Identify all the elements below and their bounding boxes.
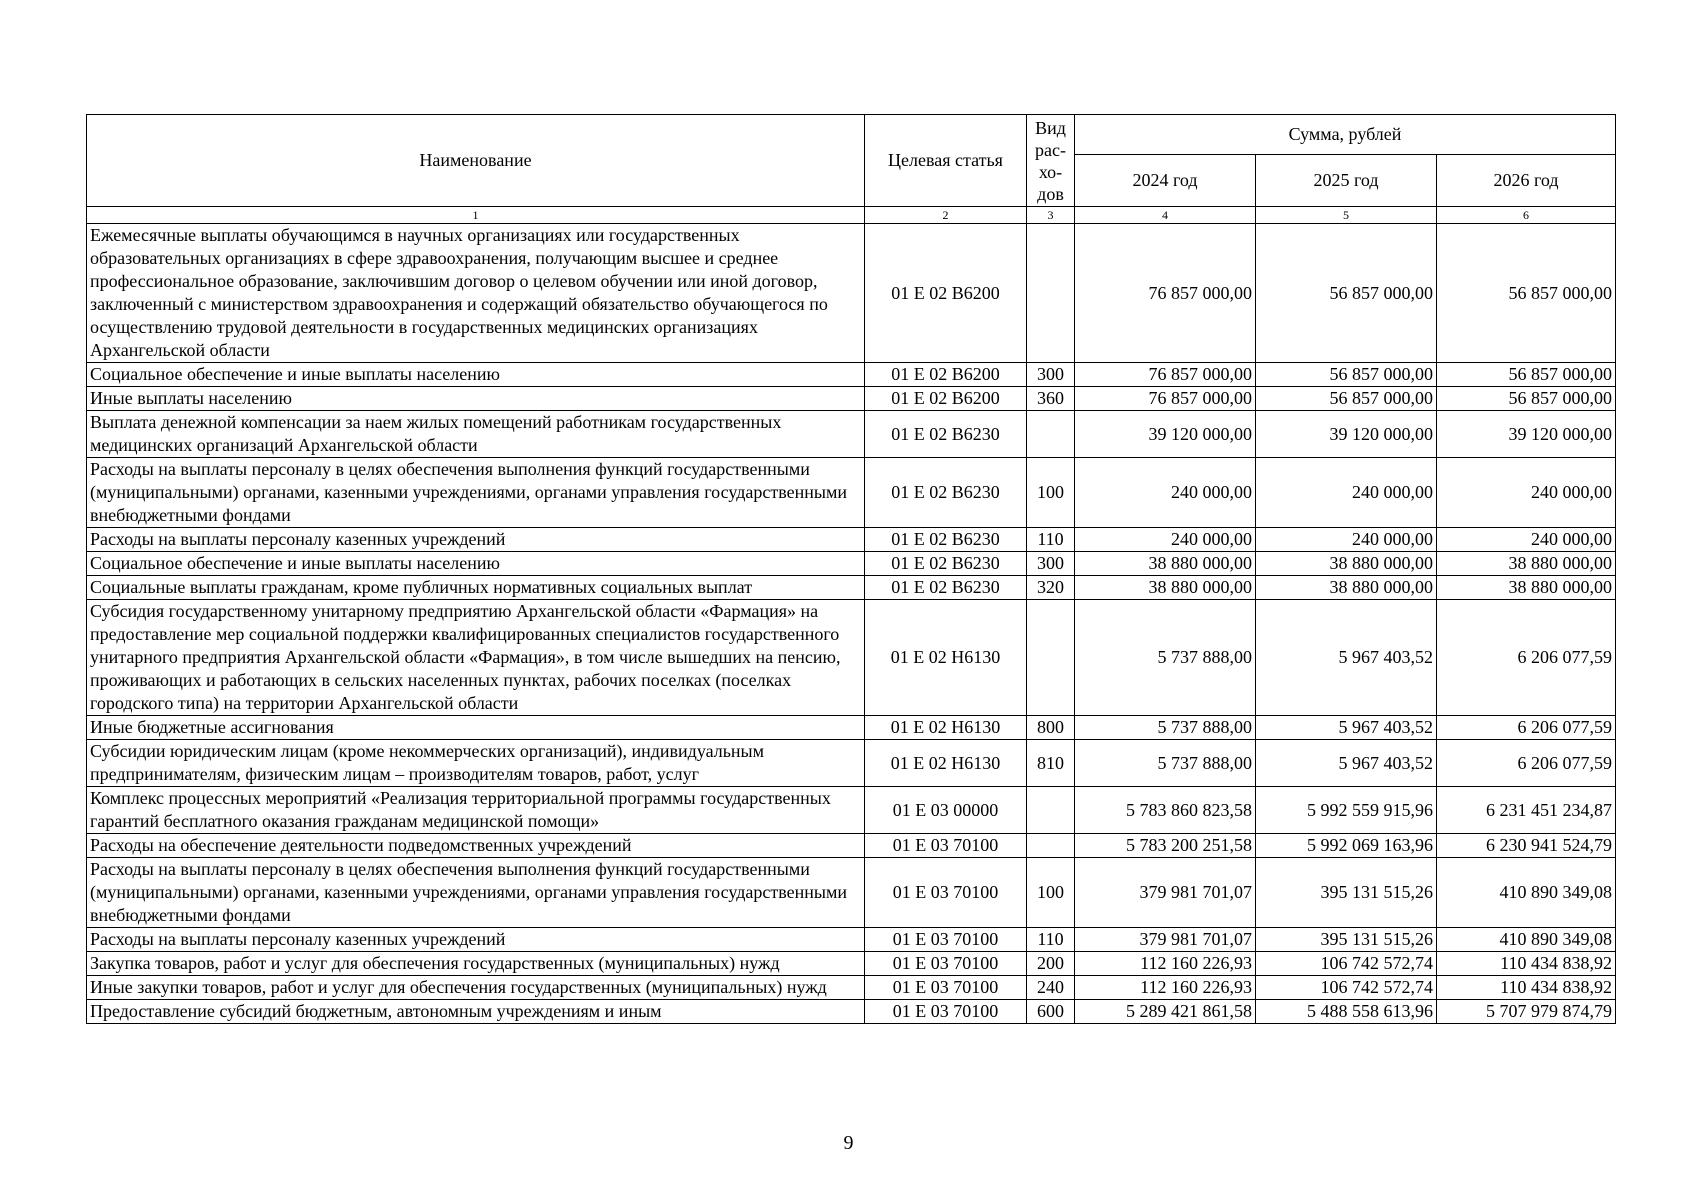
header-target-article: Целевая статья	[865, 115, 1027, 207]
table-row	[87, 552, 1616, 576]
row-expense-type: 200	[1027, 952, 1075, 976]
row-name: Расходы на выплаты персоналу казенных учреждений	[87, 928, 865, 952]
row-sum-2026: 56 857 000,00	[1437, 363, 1616, 387]
row-expense-type: 360	[1027, 387, 1075, 411]
row-target-article: 01 Е 02 В6200	[865, 224, 1027, 363]
row-sum-2024: 38 880 000,00	[1075, 576, 1256, 600]
row-sum-2026: 110 434 838,92	[1437, 976, 1616, 1000]
header-year-2025: 2025 год	[1256, 155, 1437, 207]
row-sum-2024: 5 737 888,00	[1075, 716, 1256, 740]
row-sum-2025: 5 967 403,52	[1256, 600, 1437, 716]
table-row	[87, 740, 1616, 787]
row-name: Комплекс процессных мероприятий «Реализация территориальной программы государственных гарантий бесплатного оказания гражданам медицинской помощи»	[87, 787, 865, 834]
row-sum-2026: 6 230 941 524,79	[1437, 834, 1616, 858]
row-name: Выплата денежной компенсации за наем жилых помещений работникам государственных медицинских организаций Архангельской области	[87, 411, 865, 458]
column-number: 4	[1075, 207, 1256, 224]
row-expense-type: 110	[1027, 928, 1075, 952]
row-sum-2025: 106 742 572,74	[1256, 952, 1437, 976]
row-target-article: 01 Е 02 В6230	[865, 576, 1027, 600]
row-target-article: 01 Е 02 В6230	[865, 411, 1027, 458]
row-sum-2026: 39 120 000,00	[1437, 411, 1616, 458]
row-name: Ежемесячные выплаты обучающимся в научных организациях или государственных образовательных организациях в сфере здравоохранения, получающим высшее и среднее профессиональное образование, заключившим договор о целевом обучении или иной договор, заключенный с министерством здравоохранения и содержащий обязательство обучающегося по осуществлению трудовой деятельности в государственных медицинских организациях Архангельской области	[87, 224, 865, 363]
row-sum-2025: 5 992 559 915,96	[1256, 787, 1437, 834]
row-target-article: 01 Е 02 Н6130	[865, 716, 1027, 740]
budget-table	[86, 114, 1616, 1024]
row-sum-2024: 38 880 000,00	[1075, 552, 1256, 576]
row-target-article: 01 Е 02 В6200	[865, 387, 1027, 411]
column-number: 1	[87, 207, 865, 224]
header-name: Наименование	[87, 115, 865, 207]
row-expense-type	[1027, 787, 1075, 834]
row-target-article: 01 Е 03 70100	[865, 834, 1027, 858]
header-expense-type: Вид рас-хо-дов	[1027, 115, 1075, 207]
row-name: Иные выплаты населению	[87, 387, 865, 411]
table-row	[87, 858, 1616, 928]
row-sum-2026: 5 707 979 874,79	[1437, 1000, 1616, 1024]
row-sum-2026: 6 206 077,59	[1437, 740, 1616, 787]
row-expense-type	[1027, 600, 1075, 716]
row-target-article: 01 Е 03 70100	[865, 928, 1027, 952]
row-name: Расходы на выплаты персоналу в целях обеспечения выполнения функций государственными (муниципальными) органами, казенными учреждениями, органами управления государственными внебюджетными фондами	[87, 858, 865, 928]
row-expense-type	[1027, 411, 1075, 458]
table-row	[87, 928, 1616, 952]
row-target-article: 01 Е 03 70100	[865, 1000, 1027, 1024]
row-sum-2024: 39 120 000,00	[1075, 411, 1256, 458]
row-sum-2026: 56 857 000,00	[1437, 387, 1616, 411]
row-expense-type	[1027, 834, 1075, 858]
row-name: Социальное обеспечение и иные выплаты населению	[87, 363, 865, 387]
row-sum-2025: 39 120 000,00	[1256, 411, 1437, 458]
row-sum-2025: 5 967 403,52	[1256, 740, 1437, 787]
row-sum-2024: 112 160 226,93	[1075, 976, 1256, 1000]
row-sum-2024: 5 289 421 861,58	[1075, 1000, 1256, 1024]
header-year-2024: 2024 год	[1075, 155, 1256, 207]
row-sum-2026: 56 857 000,00	[1437, 224, 1616, 363]
row-sum-2025: 38 880 000,00	[1256, 576, 1437, 600]
row-sum-2024: 76 857 000,00	[1075, 363, 1256, 387]
row-name: Расходы на выплаты персоналу казенных учреждений	[87, 528, 865, 552]
row-expense-type: 810	[1027, 740, 1075, 787]
row-target-article: 01 Е 03 70100	[865, 858, 1027, 928]
table-row	[87, 952, 1616, 976]
row-sum-2026: 6 231 451 234,87	[1437, 787, 1616, 834]
row-sum-2024: 76 857 000,00	[1075, 224, 1256, 363]
row-sum-2024: 5 783 200 251,58	[1075, 834, 1256, 858]
row-target-article: 01 Е 02 В6200	[865, 363, 1027, 387]
row-name: Закупка товаров, работ и услуг для обеспечения государственных (муниципальных) нужд	[87, 952, 865, 976]
row-sum-2025: 56 857 000,00	[1256, 224, 1437, 363]
column-number: 5	[1256, 207, 1437, 224]
header-sum: Сумма, рублей	[1075, 115, 1616, 155]
row-name: Социальное обеспечение и иные выплаты населению	[87, 552, 865, 576]
table-row	[87, 224, 1616, 363]
row-sum-2024: 76 857 000,00	[1075, 387, 1256, 411]
table-row	[87, 1000, 1616, 1024]
header-year-2026: 2026 год	[1437, 155, 1616, 207]
row-sum-2025: 56 857 000,00	[1256, 387, 1437, 411]
row-sum-2025: 395 131 515,26	[1256, 928, 1437, 952]
table-row	[87, 600, 1616, 716]
row-sum-2025: 395 131 515,26	[1256, 858, 1437, 928]
row-sum-2025: 106 742 572,74	[1256, 976, 1437, 1000]
row-name: Иные закупки товаров, работ и услуг для обеспечения государственных (муниципальных) нужд	[87, 976, 865, 1000]
row-name: Иные бюджетные ассигнования	[87, 716, 865, 740]
row-expense-type: 800	[1027, 716, 1075, 740]
table-row	[87, 363, 1616, 387]
row-sum-2024: 379 981 701,07	[1075, 858, 1256, 928]
row-expense-type	[1027, 224, 1075, 363]
column-number: 6	[1437, 207, 1616, 224]
row-name: Субсидия государственному унитарному предприятию Архангельской области «Фармация» на предоставление мер социальной поддержки квалифицированных специалистов государственного унитарного предприятия Архангельской области «Фармация», в том числе вышедших на пенсию, проживающих и работающих в сельских населенных пунктах, рабочих поселках (поселках городского типа) на территории Архангельской области	[87, 600, 865, 716]
row-target-article: 01 Е 03 00000	[865, 787, 1027, 834]
row-expense-type: 320	[1027, 576, 1075, 600]
row-sum-2024: 240 000,00	[1075, 458, 1256, 528]
row-sum-2024: 5 783 860 823,58	[1075, 787, 1256, 834]
table-row	[87, 787, 1616, 834]
row-sum-2024: 5 737 888,00	[1075, 740, 1256, 787]
row-sum-2025: 5 488 558 613,96	[1256, 1000, 1437, 1024]
page-number: 9	[843, 1132, 854, 1154]
row-name: Расходы на выплаты персоналу в целях обеспечения выполнения функций государственными (муниципальными) органами, казенными учреждениями, органами управления государственными внебюджетными фондами	[87, 458, 865, 528]
row-name: Предоставление субсидий бюджетным, автономным учреждениям и иным	[87, 1000, 865, 1024]
row-sum-2024: 112 160 226,93	[1075, 952, 1256, 976]
row-sum-2024: 240 000,00	[1075, 528, 1256, 552]
row-sum-2025: 240 000,00	[1256, 458, 1437, 528]
row-expense-type: 100	[1027, 458, 1075, 528]
table-row	[87, 411, 1616, 458]
column-number: 2	[865, 207, 1027, 224]
row-sum-2025: 5 967 403,52	[1256, 716, 1437, 740]
row-target-article: 01 Е 02 В6230	[865, 552, 1027, 576]
table-row	[87, 576, 1616, 600]
row-expense-type: 300	[1027, 552, 1075, 576]
row-sum-2026: 240 000,00	[1437, 458, 1616, 528]
row-name: Социальные выплаты гражданам, кроме публичных нормативных социальных выплат	[87, 576, 865, 600]
row-target-article: 01 Е 02 Н6130	[865, 740, 1027, 787]
row-sum-2026: 6 206 077,59	[1437, 600, 1616, 716]
row-target-article: 01 Е 02 В6230	[865, 528, 1027, 552]
row-sum-2026: 38 880 000,00	[1437, 576, 1616, 600]
table-row	[87, 976, 1616, 1000]
row-sum-2024: 379 981 701,07	[1075, 928, 1256, 952]
row-sum-2025: 240 000,00	[1256, 528, 1437, 552]
table-row	[87, 458, 1616, 528]
row-sum-2025: 56 857 000,00	[1256, 363, 1437, 387]
row-sum-2025: 5 992 069 163,96	[1256, 834, 1437, 858]
table-row	[87, 528, 1616, 552]
row-target-article: 01 Е 03 70100	[865, 976, 1027, 1000]
table-row	[87, 716, 1616, 740]
row-sum-2026: 410 890 349,08	[1437, 928, 1616, 952]
row-expense-type: 300	[1027, 363, 1075, 387]
row-sum-2024: 5 737 888,00	[1075, 600, 1256, 716]
table-row	[87, 834, 1616, 858]
row-name: Расходы на обеспечение деятельности подведомственных учреждений	[87, 834, 865, 858]
row-target-article: 01 Е 02 В6230	[865, 458, 1027, 528]
row-sum-2026: 240 000,00	[1437, 528, 1616, 552]
row-sum-2026: 110 434 838,92	[1437, 952, 1616, 976]
row-sum-2026: 410 890 349,08	[1437, 858, 1616, 928]
row-target-article: 01 Е 03 70100	[865, 952, 1027, 976]
table-row	[87, 387, 1616, 411]
column-number: 3	[1027, 207, 1075, 224]
row-target-article: 01 Е 02 Н6130	[865, 600, 1027, 716]
row-sum-2025: 38 880 000,00	[1256, 552, 1437, 576]
row-expense-type: 110	[1027, 528, 1075, 552]
column-numbers-row	[87, 207, 1616, 224]
row-expense-type: 100	[1027, 858, 1075, 928]
row-expense-type: 600	[1027, 1000, 1075, 1024]
row-expense-type: 240	[1027, 976, 1075, 1000]
row-name: Субсидии юридическим лицам (кроме некоммерческих организаций), индивидуальным предпринимателям, физическим лицам – производителям товаров, работ, услуг	[87, 740, 865, 787]
row-sum-2026: 38 880 000,00	[1437, 552, 1616, 576]
row-sum-2026: 6 206 077,59	[1437, 716, 1616, 740]
